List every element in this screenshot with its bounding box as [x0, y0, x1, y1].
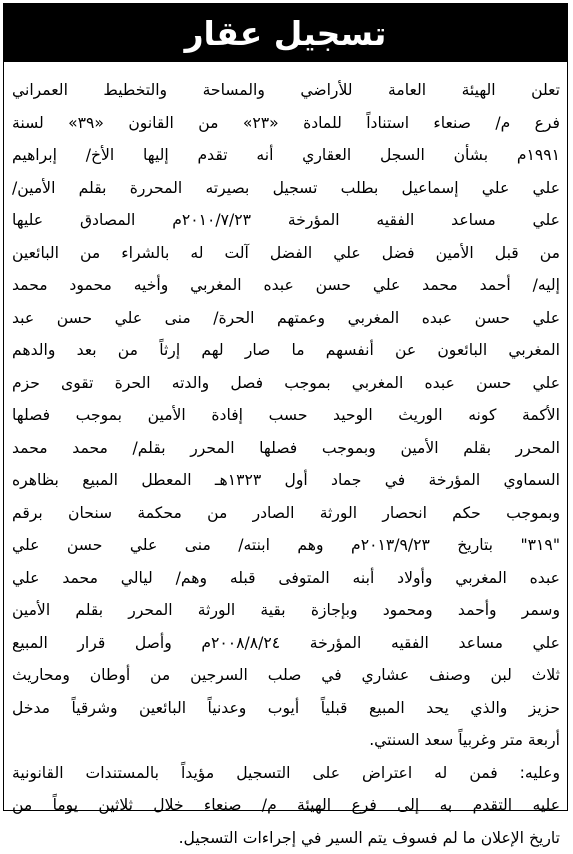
notice-line: علي مساعد الفقيه المؤرخة ٢٠١٠/٧/٢٣م المصادق عليها [12, 204, 560, 237]
notice-body [12, 74, 560, 854]
notice-line: "٣١٩" بتاريخ ٢٠١٣/٩/٢٣م وهم ابنته/ منى علي حسن علي [12, 529, 560, 562]
notice-header-bar [4, 4, 567, 62]
notice-line: تاريخ الإعلان ما لم فسوف يتم السير في إجراءات التسجيل. [12, 822, 560, 854]
notice-line: السماوي المؤرخة في جماد أول ١٣٢٣هـ المعطل المبيع بظاهره [12, 464, 560, 497]
notice-line: علي حسن عبده المغربي وعمتهم الحرة/ منى علي حسن عبد [12, 302, 560, 335]
notice-line: الأكمة كونه الوريث الوحيد حسب إفادة الأمين بموجب فصلها [12, 399, 560, 432]
notice-line: حزيز والذي يحد المبيع قبلياً أيوب وعدنياً البائعين وشرقياً مدخل [12, 692, 560, 725]
notice-line: وبموجب حكم انحصار الورثة الصادر من محكمة سنحان برقم [12, 497, 560, 530]
notice-line: علي مساعد الفقيه المؤرخة ٢٠٠٨/٨/٢٤م وأصل قرار المبيع [12, 627, 560, 660]
notice-line: من قبل الأمين فضل علي الفضل آلت له بالشراء من البائعين [12, 237, 560, 270]
notice-line: علي حسن عبده المغربي بموجب فصل والدته الحرة تقوى حزم [12, 367, 560, 400]
notice-line: أربعة متر وغربياً سعد السنتي. [12, 724, 560, 757]
notice-line: ١٩٩١م بشأن السجل العقاري أنه تقدم إليها الأخ/ إبراهيم [12, 139, 560, 172]
notice-line: المحرر بقلم الأمين وبموجب فصلها المحرر بقلم/ محمد محمد [12, 432, 560, 465]
notice-line: وسمر وأحمد ومحمود وبإجازة بقية الورثة المحرر بقلم الأمين [12, 594, 560, 627]
notice-line: إليه/ أحمد محمد علي حسن عبده المغربي وأخيه محمود محمد [12, 269, 560, 302]
notice-line: فرع م/ صنعاء استناداً للمادة «٢٣» من القانون «٣٩» لسنة [12, 107, 560, 140]
notice-line: المغربي البائعون عن أنفسهم ما صار لهم إرثاً من بعد والدهم [12, 334, 560, 367]
property-registration-notice [3, 3, 568, 811]
notice-title: تسجيل عقار [185, 14, 387, 53]
notice-line: ثلاث لبن وصنف عشاري في صلب السرجين من أوطان ومحاريث [12, 659, 560, 692]
notice-line: تعلن الهيئة العامة للأراضي والمساحة والتخطيط العمراني [12, 74, 560, 107]
notice-line: وعليه: فمن له اعتراض على التسجيل مؤيداً بالمستندات القانونية [12, 757, 560, 790]
notice-line: عبده المغربي وأولاد أبنه المتوفى قبله وهم/ ليالي محمد علي [12, 562, 560, 595]
notice-line: علي علي إسماعيل بطلب تسجيل بصيرته المحررة بقلم الأمين/ [12, 172, 560, 205]
notice-line: عليه التقدم به إلى فرع الهيئة م/ صنعاء خلال ثلاثين يوماً من [12, 789, 560, 822]
